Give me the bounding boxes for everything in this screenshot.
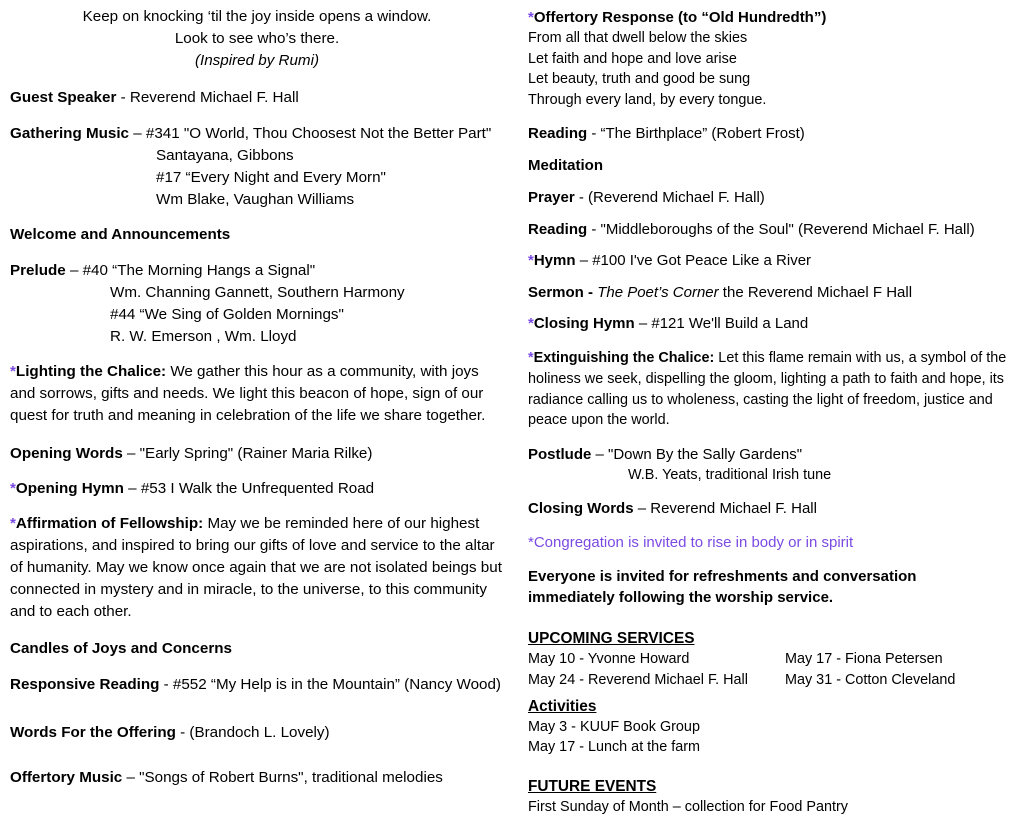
asterisk-marker: * xyxy=(528,350,534,367)
upcoming-services-col2: May 17 - Fiona Petersen xyxy=(785,651,943,668)
future-events-col1: First Sunday of Month – collection for Food Pantry xyxy=(528,798,848,815)
epigraph-attribution xyxy=(10,50,504,72)
spacer xyxy=(528,144,1014,155)
responsive-reading-line xyxy=(10,674,504,696)
offertory-response-label: Offertory Response (to “Old Hundredth”) xyxy=(533,9,827,26)
prelude-sub-3: R. W. Emerson , Wm. Lloyd xyxy=(110,327,297,345)
welcome-announcements-heading xyxy=(10,224,504,246)
closing-hymn-line xyxy=(528,313,1014,334)
sermon-title: The Poet’s Corner xyxy=(597,284,719,302)
spacer xyxy=(10,499,504,513)
spacer xyxy=(10,210,504,224)
activities-row xyxy=(528,737,1014,758)
opening-hymn-label: Opening Hymn xyxy=(15,479,124,497)
candles-heading xyxy=(10,638,504,660)
offertory-verse-line: Through every land, by every tongue. xyxy=(528,91,767,108)
refreshments-line-1 xyxy=(528,566,1014,587)
postlude-label: Postlude xyxy=(528,445,592,463)
asterisk-marker: * xyxy=(528,315,534,333)
activities-col1: May 17 - Lunch at the farm xyxy=(528,739,700,756)
spacer xyxy=(528,271,1014,282)
offertory-verse-line: Let beauty, truth and good be sung xyxy=(528,71,751,88)
spacer xyxy=(10,622,504,638)
offertory-music-label: Offertory Music xyxy=(10,768,123,786)
meditation-heading xyxy=(528,155,1014,176)
prayer-label: Prayer xyxy=(528,189,575,207)
upcoming-services-col1: May 24 - Reverend Michael F. Hall xyxy=(528,671,748,688)
hymn-value: – #100 I've Got Peace Like a River xyxy=(575,252,812,270)
closing-words-line xyxy=(528,498,1014,519)
postlude-sub-1: W.B. Yeats, traditional Irish tune xyxy=(628,466,832,483)
spacer xyxy=(528,608,1014,628)
candles-label: Candles of Joys and Concerns xyxy=(10,640,232,658)
refreshments-line-2 xyxy=(528,587,1014,608)
guest-speaker-label: Guest Speaker xyxy=(10,89,117,107)
lighting-chalice-body: We gather this hour as a community, with joys and sorrows, gifts and needs. We light this beacon of hope, sign of our quest for truth and meaning in celebration of the life we share together. xyxy=(10,363,486,424)
reading-middleboroughs-value: - "Middleboroughs of the Soul" (Reverend Michael F. Hall) xyxy=(587,221,975,239)
gathering-music-line xyxy=(10,123,504,145)
sermon-label: Sermon - xyxy=(528,284,598,302)
sermon-line xyxy=(528,282,1014,303)
gathering-music-value: – #341 "O World, Thou Choosest Not the Better Part" xyxy=(129,125,492,143)
spacer xyxy=(528,485,1014,498)
gathering-music-sub-3: Wm Blake, Vaughan Williams xyxy=(156,190,355,208)
spacer xyxy=(528,240,1014,250)
spacer xyxy=(528,431,1014,444)
guest-speaker-value: - Reverend Michael F. Hall xyxy=(116,89,299,107)
asterisk-marker: * xyxy=(528,252,534,270)
hymn-label: Hymn xyxy=(533,252,576,270)
spacer xyxy=(528,519,1014,532)
left-column xyxy=(0,0,516,789)
refreshments-text-2: immediately following the worship service. xyxy=(528,589,834,607)
spacer xyxy=(10,465,504,478)
opening-words-label: Opening Words xyxy=(10,444,123,462)
closing-words-label: Closing Words xyxy=(528,500,634,518)
spacer xyxy=(10,109,504,123)
spacer xyxy=(528,334,1014,348)
spacer xyxy=(10,427,504,443)
reading-birthplace-line xyxy=(528,123,1014,144)
asterisk-marker: * xyxy=(528,9,534,26)
meditation-label: Meditation xyxy=(528,157,603,175)
postlude-value: – "Down By the Sally Gardens" xyxy=(591,445,803,463)
activities-header: Activities xyxy=(528,697,597,715)
activities-row xyxy=(528,717,1014,738)
spacer xyxy=(528,553,1014,566)
gathering-music-sub-1: Santayana, Gibbons xyxy=(156,146,294,164)
closing-hymn-value: – #121 We'll Build a Land xyxy=(634,315,809,333)
prayer-value: - (Reverend Michael F. Hall) xyxy=(574,189,765,207)
closing-words-value: – Reverend Michael F. Hall xyxy=(633,500,817,518)
epigraph-attribution-text: (Inspired by Rumi) xyxy=(194,51,320,69)
extinguishing-chalice-body: Let this flame remain with us, a symbol of the holiness we seek, dispelling the gloom, lighting a path to faith and hope, its radiance calling us to wholeness, casting the light of freedom, justice and peace upon the world. xyxy=(528,350,1007,429)
guest-speaker-line xyxy=(10,87,504,109)
offertory-music-line xyxy=(10,767,504,789)
activities-col1: May 3 - KUUF Book Group xyxy=(528,718,700,735)
prelude-sub-1: Wm. Channing Gannett, Southern Harmony xyxy=(110,283,405,301)
upcoming-services-row xyxy=(528,670,1014,691)
future-events-header: FUTURE EVENTS xyxy=(528,777,657,795)
postlude-line xyxy=(528,444,1014,465)
prelude-value: – #40 “The Morning Hangs a Signal" xyxy=(65,262,316,280)
offertory-response-heading xyxy=(528,7,1014,28)
sermon-value: the Reverend Michael F Hall xyxy=(718,284,913,302)
extinguishing-chalice-paragraph xyxy=(528,348,1014,430)
prelude-label: Prelude xyxy=(10,262,66,280)
offertory-verse-line: Let faith and hope and love arise xyxy=(528,50,737,67)
reading-middleboroughs-line xyxy=(528,219,1014,240)
offertory-verse-line: From all that dwell below the skies xyxy=(528,30,748,46)
gathering-music-label: Gathering Music xyxy=(10,125,129,143)
lighting-chalice-label: Lighting the Chalice: xyxy=(15,363,167,381)
words-for-offering-label: Words For the Offering xyxy=(10,723,176,741)
reading-middleboroughs-label: Reading xyxy=(528,221,588,239)
lighting-chalice-paragraph xyxy=(10,361,504,426)
reading-birthplace-label: Reading xyxy=(528,125,588,143)
hymn-line xyxy=(528,250,1014,271)
responsive-reading-value: - #552 “My Help is in the Mountain” (Nancy Wood) xyxy=(159,676,501,694)
spacer xyxy=(10,246,504,260)
affirmation-body: May we be reminded here of our highest aspirations, and inspired to bring our gifts of love and service to the altar of humanity. May we know once again that we are not isolated beings but connected in mystery and in miracle, to the universe, to this community and to each other. xyxy=(10,515,502,620)
spacer xyxy=(10,347,504,361)
spacer xyxy=(10,660,504,674)
asterisk-marker: * xyxy=(10,515,16,533)
spacer xyxy=(528,176,1014,187)
prelude-line xyxy=(10,260,504,282)
epigraph-line-2: Look to see who’s there. xyxy=(174,29,340,47)
reading-birthplace-value: - “The Birthplace” (Robert Frost) xyxy=(587,125,805,143)
opening-words-value: – "Early Spring" (Rainer Maria Rilke) xyxy=(122,444,373,462)
spacer xyxy=(528,303,1014,313)
upcoming-services-header: UPCOMING SERVICES xyxy=(528,630,695,648)
welcome-announcements-label: Welcome and Announcements xyxy=(10,226,231,244)
spacer xyxy=(10,744,504,767)
congregation-rise-note: *Congregation is invited to rise in body or in spirit xyxy=(528,534,854,552)
right-column xyxy=(520,0,1024,817)
words-for-offering-value: - (Brandoch L. Lovely) xyxy=(175,723,330,741)
offertory-music-value: – "Songs of Robert Burns", traditional melodies xyxy=(122,768,443,786)
opening-words-line xyxy=(10,443,504,465)
asterisk-marker: * xyxy=(10,363,16,381)
affirmation-paragraph xyxy=(10,513,504,622)
opening-hymn-line xyxy=(10,478,504,500)
extinguishing-chalice-label: Extinguishing the Chalice: xyxy=(533,350,715,367)
upcoming-services-col2: May 31 - Cotton Cleveland xyxy=(785,671,956,688)
opening-hymn-value: – #53 I Walk the Unfrequented Road xyxy=(123,479,375,497)
closing-hymn-label: Closing Hymn xyxy=(533,315,635,333)
future-events-row xyxy=(528,797,1014,817)
prelude-sub-2: #44 “We Sing of Golden Mornings" xyxy=(110,305,344,323)
spacer xyxy=(528,208,1014,219)
asterisk-marker: * xyxy=(10,479,16,497)
words-for-offering-line xyxy=(10,722,504,744)
responsive-reading-label: Responsive Reading xyxy=(10,676,160,694)
spacer xyxy=(10,696,504,722)
upcoming-services-row xyxy=(528,649,1014,670)
spacer xyxy=(528,758,1014,776)
affirmation-label: Affirmation of Fellowship: xyxy=(15,515,204,533)
prayer-line xyxy=(528,187,1014,208)
upcoming-services-col1: May 10 - Yvonne Howard xyxy=(528,651,690,668)
gathering-music-sub-2: #17 “Every Night and Every Morn" xyxy=(156,168,386,186)
refreshments-text-1: Everyone is invited for refreshments and conversation xyxy=(528,568,917,586)
spacer xyxy=(528,110,1014,123)
epigraph-line-1: Keep on knocking ‘til the joy inside opens a window. xyxy=(82,8,432,25)
spacer xyxy=(10,71,504,87)
